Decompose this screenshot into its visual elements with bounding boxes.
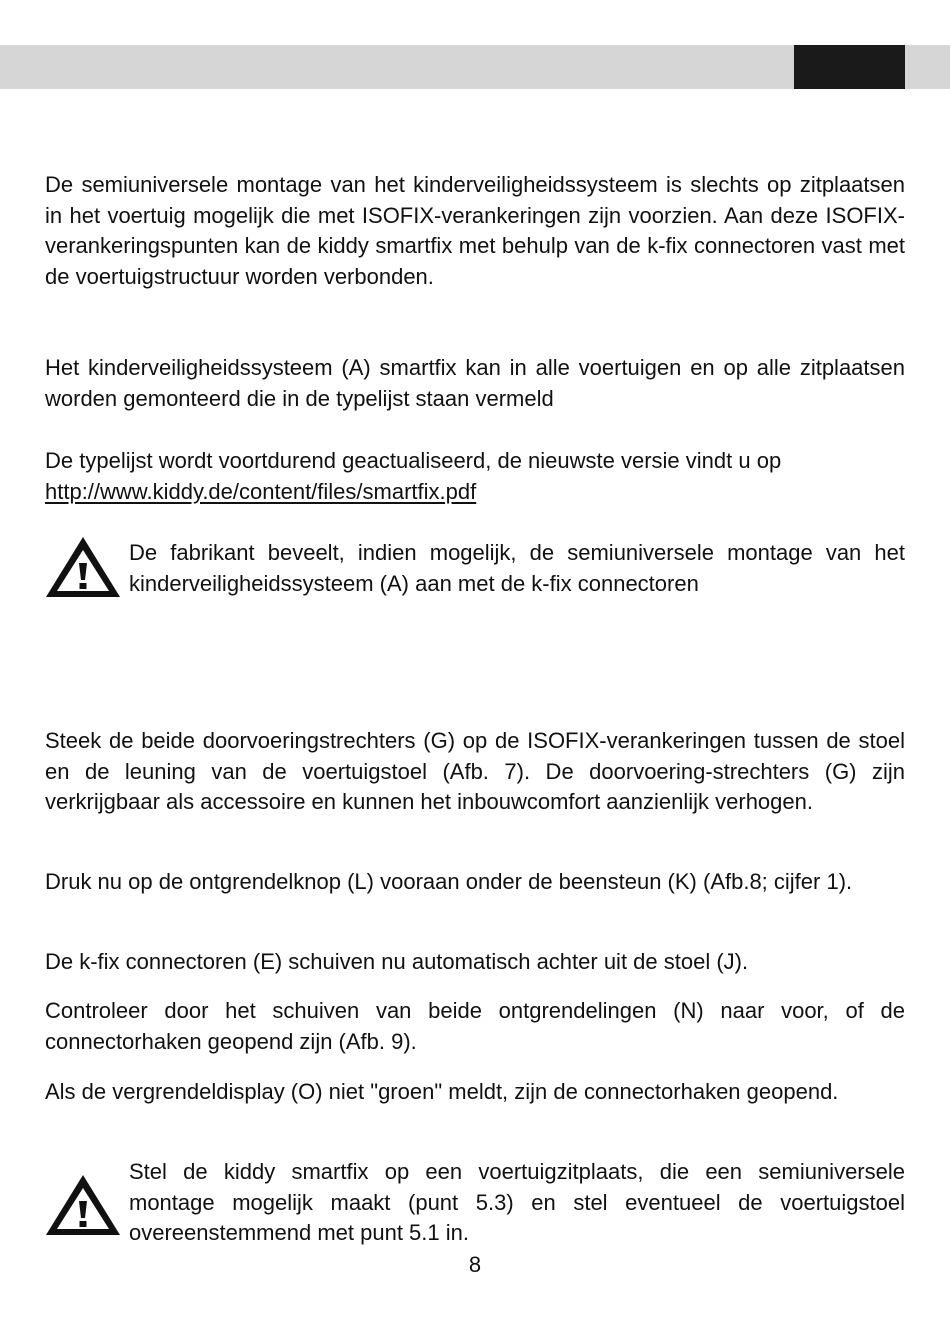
paragraph-release-button: Druk nu op de ontgrendelknop (L) vooraan onder de beensteun (K) (Afb.8; cijfer 1).: [45, 869, 853, 894]
warning-text-seat-position: Stel de kiddy smartfix op een voertuigzitplaats, die een semiuniversele montage mogelijk maakt (punt 5.3) en stel eventueel de voertuigstoel overeenstemmend met punt 5.1 in.: [129, 1159, 905, 1246]
paragraph-connectors-slide: De k-fix connectoren (E) schuiven nu automatisch achter uit de stoel (J).: [45, 949, 749, 974]
paragraph-check-hooks: Controleer door het schuiven van beide ontgrendelingen (N) naar voor, of de connectorhaken geopend zijn (Afb. 9).: [45, 998, 905, 1054]
paragraph-typelist: [45, 446, 905, 507]
typelist-link[interactable]: http://www.kiddy.de/content/files/smartfix.pdf: [45, 478, 477, 504]
paragraph-isofix-mounting: De semiuniversele montage van het kinderveiligheidssysteem is slechts op zitplaatsen in het voertuig mogelijk die met ISOFIX-verankeringen zijn voorzien. Aan deze ISOFIX-verankeringspunten kan de kiddy smartfix met behulp van de k-fix connectoren vast met de voertuigstructuur worden verbonden.: [45, 172, 905, 290]
paragraph-guide-funnels: Steek de beide doorvoeringstrechters (G) op de ISOFIX-verankeringen tussen de stoel en de leuning van de voertuigstoel (Afb. 7). De doorvoering-strechters (G) zijn verkrijgbaar als accessoire en kunnen het inbouwcomfort aanzienlijk verhogen.: [45, 728, 905, 815]
warning-triangle-icon: [44, 535, 122, 599]
paragraph-lock-display: Als de vergrendeldisplay (O) niet "groen" meldt, zijn de connectorhaken geopend.: [45, 1079, 839, 1104]
paragraph-vehicle-list: Het kinderveiligheidssysteem (A) smartfix kan in alle voertuigen en op alle zitplaatsen worden gemonteerd die in de typelijst staan vermeld: [45, 355, 905, 411]
warning-text-recommendation: De fabrikant beveelt, indien mogelijk, de semiuniversele montage van het kinderveiligheidssysteem (A) aan met de k-fix connectoren: [129, 540, 905, 596]
header-block: [794, 45, 905, 89]
warning-triangle-icon: [44, 1173, 122, 1237]
typelist-text: De typelijst wordt voortdurend geactualiseerd, de nieuwste versie vindt u op: [45, 448, 782, 473]
page-number: 8: [468, 1252, 482, 1277]
